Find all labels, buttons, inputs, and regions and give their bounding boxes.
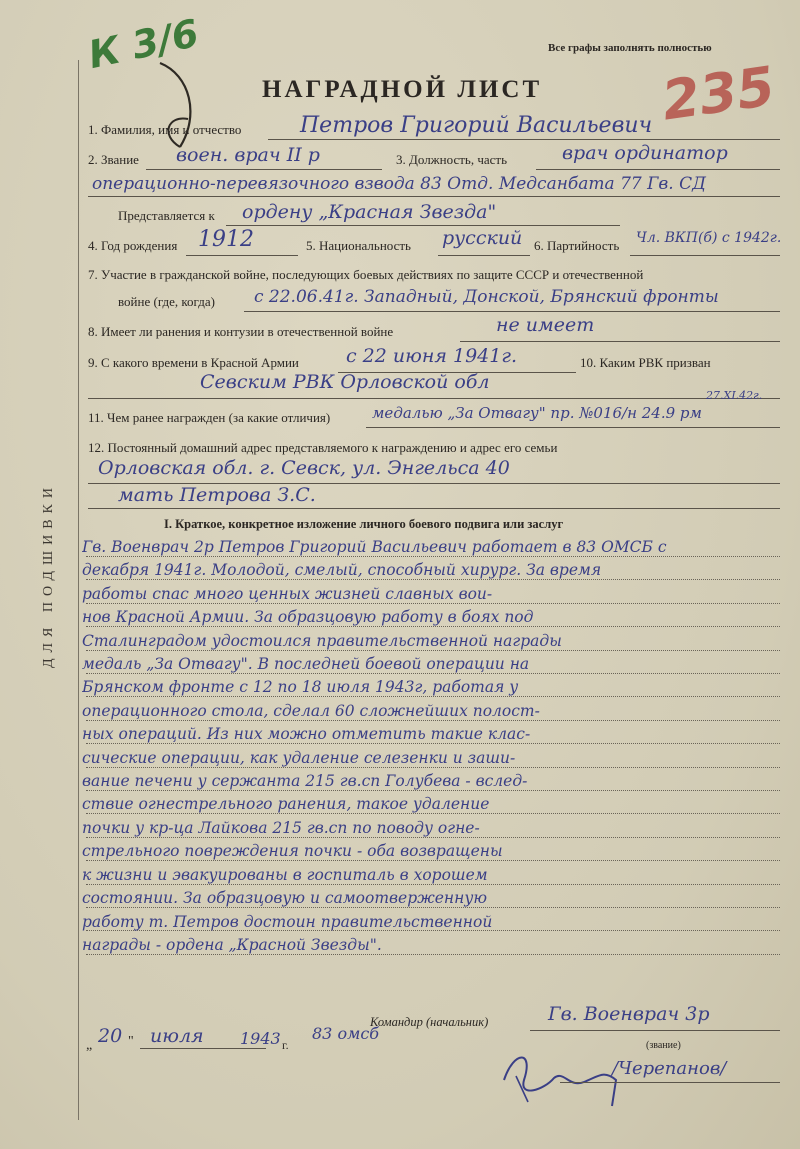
field-4-label: 4. Год рождения <box>88 238 178 253</box>
field-12-label: 12. Постоянный домашний адрес представляемого к награждению и адрес его семьи <box>88 440 558 455</box>
commander-value: Гв. Военврач 3р <box>548 1003 710 1025</box>
narrative-line: состоянии. За образцовую и самоотверженную <box>82 889 487 908</box>
narrative-line: Сталинградом удостоился правительственной награды <box>82 631 562 650</box>
commander-line <box>530 1030 780 1031</box>
field-5-label: 5. Национальность <box>306 238 411 253</box>
field-12-line-2 <box>88 508 780 509</box>
field-3-cont-line <box>88 196 780 197</box>
signature-line <box>560 1082 780 1083</box>
field-2-label: 2. Звание <box>88 152 139 167</box>
field-1-label: 1. Фамилия, имя и отчество <box>88 122 242 137</box>
narrative-line: декабря 1941г. Молодой, смелый, способный хирург. За время <box>82 561 602 580</box>
date-month: июля <box>150 1025 204 1047</box>
narrative-line: к жизни и эвакуированы в госпиталь в хорошем <box>82 865 488 884</box>
narrative-text <box>82 536 782 957</box>
field-11-note: 27.XI.42г. <box>706 389 763 402</box>
sidebar-label: ДЛЯ ПОДШИВКИ <box>41 482 56 668</box>
narrative-line: работы спас много ценных жизней славных вои- <box>82 584 493 603</box>
field-4-line <box>186 255 298 256</box>
date-mid: " <box>128 1034 134 1049</box>
rank-label: (звание) <box>646 1040 681 1051</box>
field-5-value: русский <box>442 227 523 249</box>
narrative-line: сические операции, как удаление селезенки и заши- <box>82 748 516 767</box>
field-8-line <box>460 341 780 342</box>
narrative-line: Брянском фронте с 12 по 18 июля 1943г, работая у <box>82 678 519 697</box>
field-1-line <box>268 139 780 140</box>
unit-value: 83 омсб <box>312 1024 380 1043</box>
field-6-label: 6. Партийность <box>534 238 620 253</box>
field-1-value: Петров Григорий Васильевич <box>300 113 653 138</box>
narrative-line: нов Красной Армии. За образцовую работу в боях под <box>82 608 534 627</box>
field-9-label: 9. С какого времени в Красной Армии <box>88 355 299 370</box>
field-8-label: 8. Имеет ли ранения и контузии в отечественной войне <box>88 324 394 339</box>
narrative-line: операционного стола, сделал 60 сложнейших полост- <box>82 701 540 720</box>
field-7-line <box>244 311 780 312</box>
date-line <box>140 1048 266 1049</box>
field-10-line <box>88 398 780 399</box>
binding-margin <box>24 180 74 970</box>
field-12-value-1: Орловская обл. г. Севск, ул. Энгельса 40 <box>98 457 510 479</box>
field-7-label-1: 7. Участие в гражданской войне, последующих боевых действиях по защите СССР и отечественной <box>88 267 644 282</box>
red-number-stamp: 235 <box>658 54 779 133</box>
field-8-value: не имеет <box>496 314 595 336</box>
narrative-line: награды - ордена „Красной Звезды". <box>82 935 382 954</box>
field-10-label: 10. Каким РВК призван <box>580 355 711 370</box>
field-3-value: врач ординатор <box>562 142 728 164</box>
circle-mark-icon <box>150 55 210 155</box>
field-6-value: Чл. ВКП(б) с 1942г. <box>636 230 782 246</box>
date-prefix: „ <box>86 1038 93 1053</box>
narrative-line: медаль „За Отвагу". В последней боевой операции на <box>82 655 530 674</box>
narrative-line: вание печени у сержанта 215 гв.сп Голубева - вслед- <box>82 772 528 791</box>
field-6-line <box>630 255 780 256</box>
narrative-line: ствие огнестрельного ранения, такое удаление <box>82 795 490 814</box>
field-2-value: воен. врач II р <box>176 144 320 166</box>
field-7-value: с 22.06.41г. Западный, Донской, Брянский фронты <box>254 287 719 307</box>
binding-margin-line <box>78 60 79 1120</box>
represent-label: Представляется к <box>118 208 215 223</box>
narrative-line: стрельного повреждения почки - оба возвращены <box>82 842 503 861</box>
date-year: 1943 <box>240 1029 281 1048</box>
field-10-value: Севским РВК Орловской обл <box>200 371 490 393</box>
represent-value: ордену „Красная Звезда" <box>242 201 497 223</box>
section-title: I. Краткое, конкретное изложение личного боевого подвига или заслуг <box>164 517 564 531</box>
field-11-value: медалью „За Отвагу" пр. №016/н 24.9 рм <box>372 404 702 422</box>
fill-all-note: Все графы заполнять полностью <box>548 42 712 54</box>
date-day: 20 <box>98 1025 123 1047</box>
narrative-line: Гв. Военврач 2р Петров Григорий Васильевич работает в 83 ОМСБ с <box>82 538 667 556</box>
field-11-label: 11. Чем ранее награжден (за какие отличия) <box>88 410 331 425</box>
field-7-label-2: войне (где, когда) <box>118 294 215 309</box>
field-12-value-2: мать Петрова З.С. <box>118 484 316 506</box>
narrative-line: работу т. Петров достоин правительственной <box>82 912 493 931</box>
represent-line <box>226 225 620 226</box>
field-4-value: 1912 <box>198 227 254 252</box>
narrative-line: почки у кр-ца Лайкова 215 гв.сп по поводу огне- <box>82 818 480 837</box>
narrative-line: ных операций. Из них можно отметить такие клас- <box>82 725 531 744</box>
page-title: НАГРАДНОЙ ЛИСТ <box>262 76 543 103</box>
commander-label: Командир (начальник) <box>370 1015 489 1029</box>
field-3-line <box>536 169 780 170</box>
signature-name: /Черепанов/ <box>612 1058 727 1079</box>
year-suffix: г. <box>282 1038 289 1052</box>
field-11-line <box>366 427 780 428</box>
field-3-label: 3. Должность, часть <box>396 152 508 167</box>
field-5-line <box>438 255 530 256</box>
field-9-value: с 22 июня 1941г. <box>346 345 517 367</box>
field-3-value-cont: операционно-перевязочного взвода 83 Отд. Медсанбата 77 Гв. СД <box>92 174 706 194</box>
green-archive-mark: К 3/6 <box>84 10 203 78</box>
field-2-line <box>146 169 382 170</box>
